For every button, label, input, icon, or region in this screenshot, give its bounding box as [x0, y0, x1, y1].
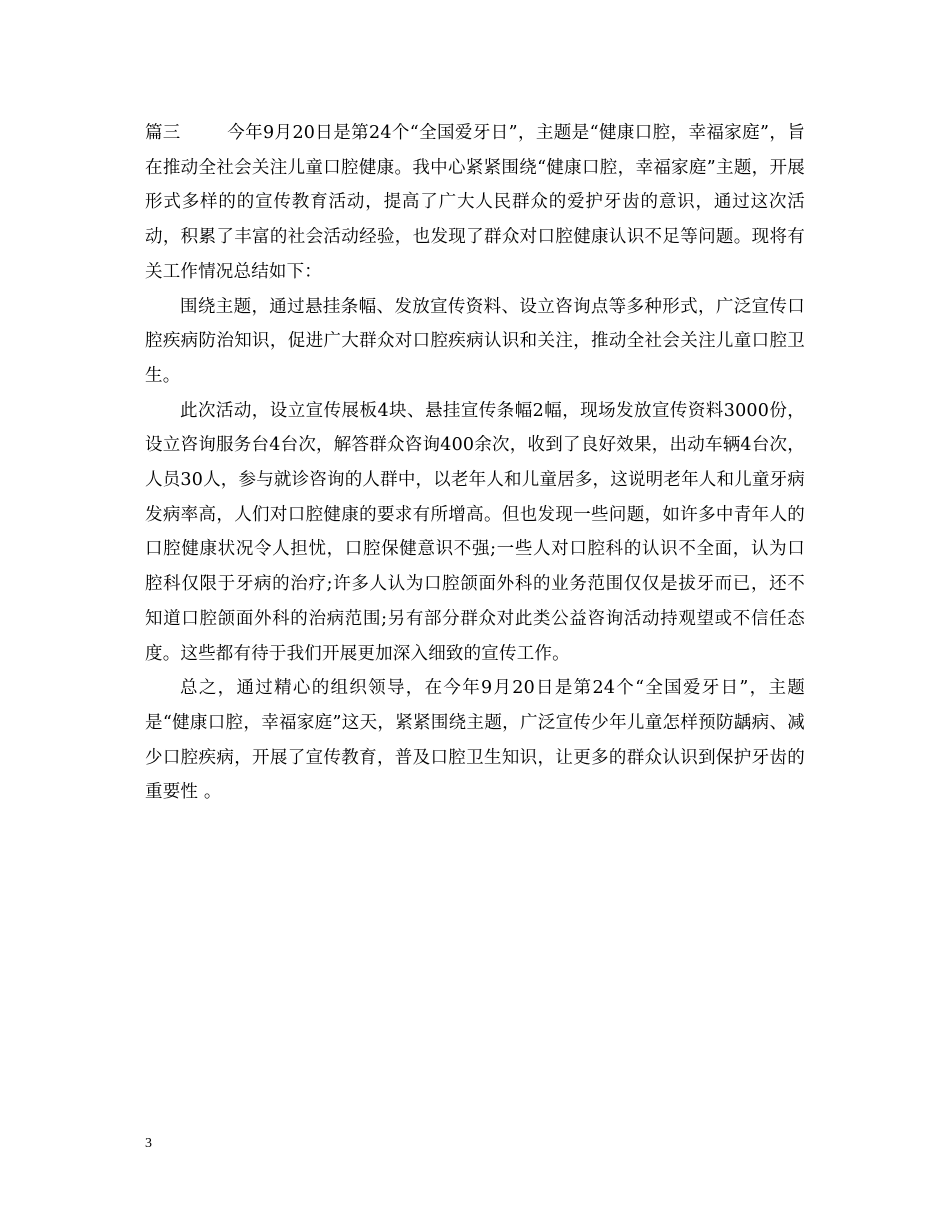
intro-paragraph-text: 今年9月20日是第24个“全国爱牙日”，主题是“健康口腔，幸福家庭”，旨在推动全社会关注儿童口腔健康。我中心紧紧围绕“健康口腔，幸福家庭”主题，开展形式多样的的宣传教育活动，提高了广大人民群众的爱护牙齿的意识，通过这次活动，积累了丰富的社会活动经验，也发现了群众对口腔健康认识不足等问题。现将有关工作情况总结如下： — [145, 123, 805, 282]
conclusion-paragraph: 总之，通过精心的组织领导，在今年9月20日是第24个“全国爱牙日”，主题是“健康口腔，幸福家庭”这天，紧紧围绕主题，广泛宣传少年儿童怎样预防龋病、减少口腔疾病，开展了宣传教育，普及口腔卫生知识，让更多的群众认识到保护牙齿的重要性 。 — [145, 678, 805, 803]
intro-paragraph — [145, 116, 805, 290]
section-label: 篇三 — [145, 123, 181, 143]
page-number: 3 — [145, 1136, 152, 1151]
activity-paragraph: 此次活动，设立宣传展板4块、悬挂宣传条幅2幅，现场发放宣传资料3000份，设立咨询服务台4台次，解答群众咨询400余次，收到了良好效果，出动车辆4台次，人员30人，参与就诊咨询的人群中，以老年人和儿童居多，这说明老年人和儿童牙病发病率高，人们对口腔健康的要求有所增高。但也发现一些问题，如许多中青年人的口腔健康状况令人担忧，口腔保健意识不强;一些人对口腔科的认识不全面，认为口腔科仅限于牙病的治疗;许多人认为口腔颌面外科的业务范围仅仅是拔牙而已，还不知道口腔颌面外科的治病范围;另有部分群众对此类公益咨询活动持观望或不信任态度。这些都有待于我们开展更加深入细致的宣传工作。 — [145, 400, 805, 664]
document-body — [145, 116, 805, 810]
theme-paragraph: 围绕主题，通过悬挂条幅、发放宣传资料、设立咨询点等多种形式，广泛宣传口腔疾病防治知识，促进广大群众对口腔疾病认识和关注，推动全社会关注儿童口腔卫生。 — [145, 296, 805, 386]
